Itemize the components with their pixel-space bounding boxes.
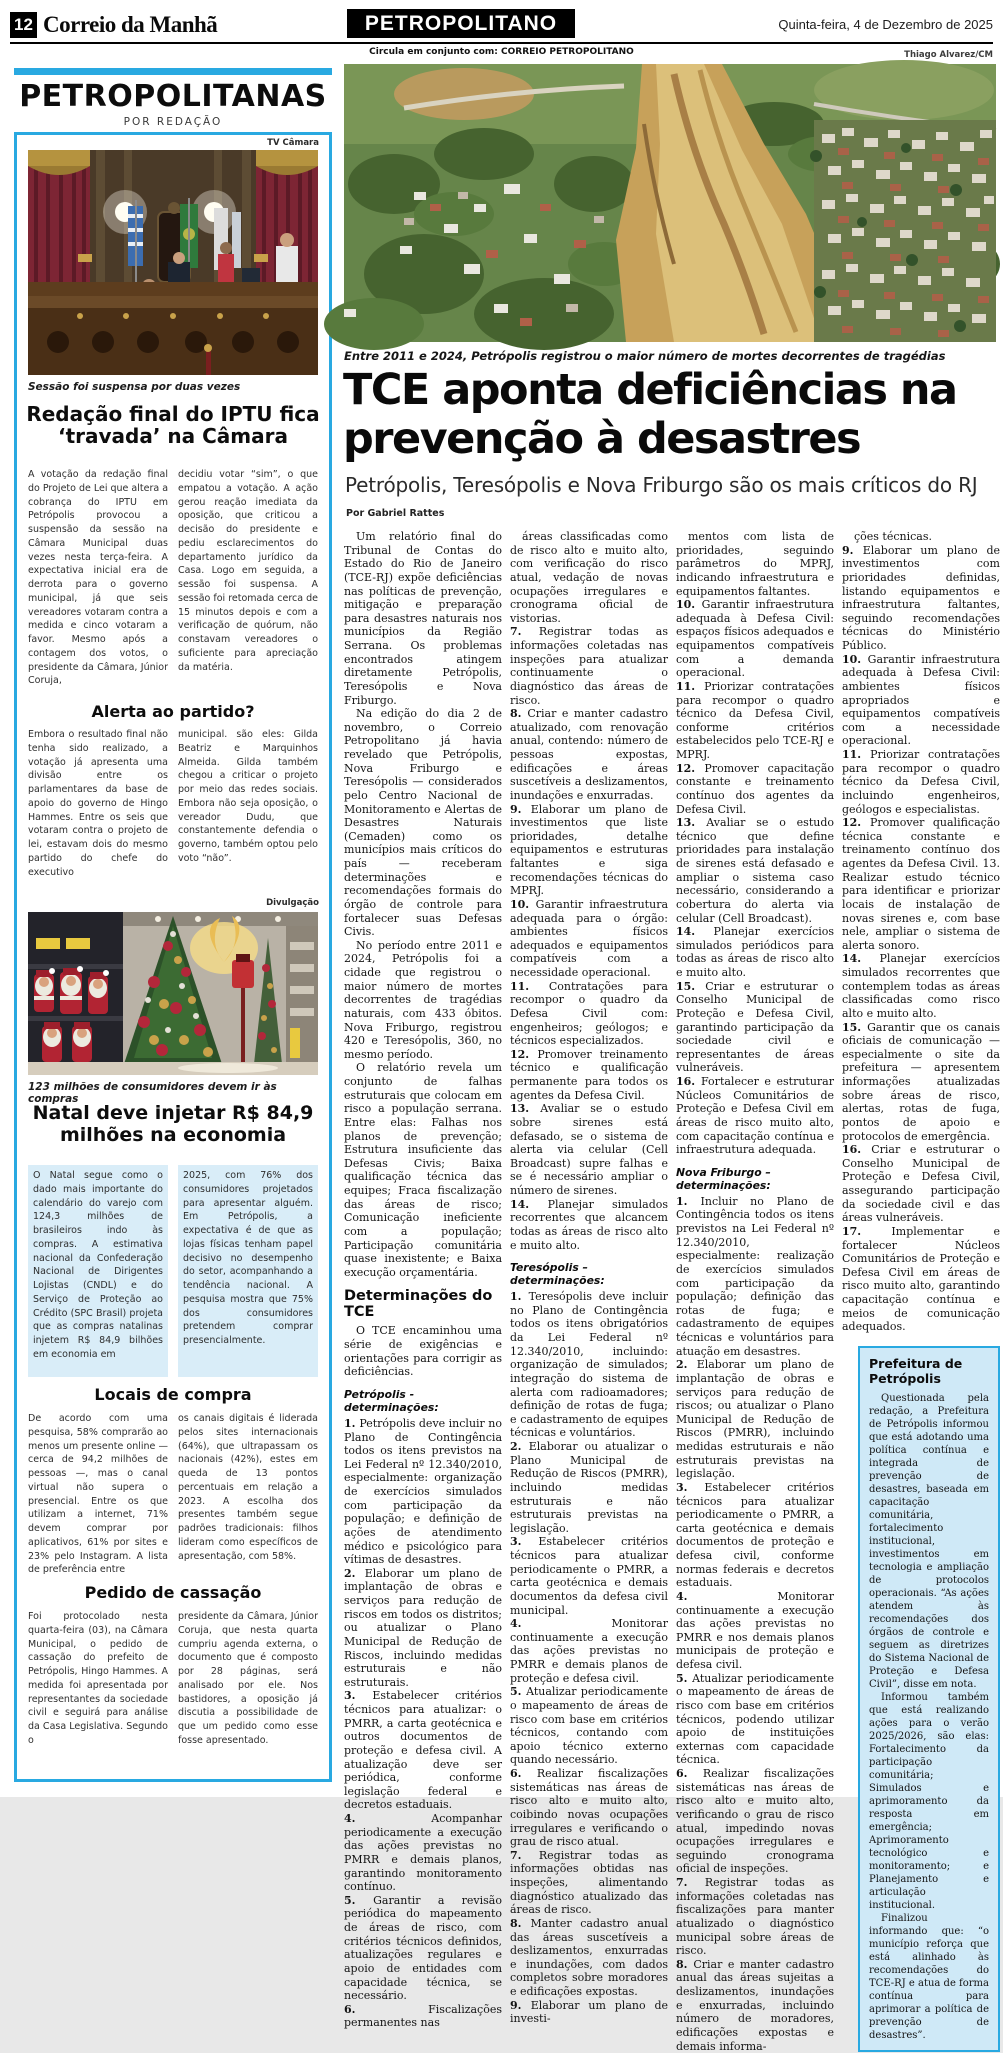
locais-body-col1: De acordo com uma pesquisa, 58% comprarão ao menos um presente online — cerca de 94,2 milhões de pessoas —, mas o canal virtual não supera o presencial. Entre os que utilizam a internet, 71% devem comprar por aplicativos, 61% por sites e 23% pelo Instagram. A lista de preferência entre [28, 1413, 168, 1576]
landslide-aerial-photo [344, 64, 996, 342]
natal-headline: Natal deve injetar R$ 84,9 milhões na economia [32, 1102, 314, 1146]
body-paragraph: 7. Registrar todas as informações obtidas nas inspeções, alimentando diagnóstico atualizado das áreas de risco. [510, 1848, 668, 1917]
infobox-paragraph: Informou também que está realizando ações para o verão 2025/2026, são elas: Fortalecimento da participação comunitária; Simulados e aprimoramento da resposta em emergência; Aprimoramento tecnológico e monitoramento; e Planejamento e articulação institucional. [869, 1691, 989, 1911]
body-paragraph: 6. Realizar fiscalizações sistemáticas nas áreas de risco alto e muito alto, verificando o grau de risco atual, impedindo novas ocupações irregulares e seguindo cronograma oficial de inspeções. [676, 1767, 834, 1876]
infobox-paragraph: Finalizou informando que: “o município reforça que está alinhado às recomendações do TCE-RJ e atua de forma contínua para aprimorar a política de prevenção de desastres”. [869, 1912, 990, 2041]
body-paragraph: O TCE encaminhou uma série de exigências e orientações para corrigir as deficiências. [344, 1324, 502, 1379]
city-subhead: Teresópolis – determinações: [510, 1261, 605, 1288]
body-paragraph: 3. Estabelecer critérios técnicos para atualizar periodicamente o PMRR, a carta geotécnica e demais documentos de proteção e defesa civil, conforme normas federais e decretos estaduais. [676, 1480, 834, 1590]
photo-credit-divulgacao: Divulgação [266, 898, 319, 908]
article-columns [344, 530, 1001, 2053]
body-paragraph: 8. Criar e manter cadastro anual das áreas sujeitas a deslizamentos, inundações e enxurradas, incluindo número de moradores, edificações expostas e demais informa- [676, 1957, 834, 2053]
body-paragraph: 1. Teresópolis deve incluir no Plano de Contingência todos os itens obrigatórios da Lei Federal nº 12.340/2010, incluindo: organização de simulados; integração do sistema de alerta com radioamadores; definição de rotas de fuga; e cadastramento de equipes técnicas e voluntários. [510, 1290, 668, 1440]
body-paragraph: áreas classificadas como de risco alto e muito alto, com verificação do risco atual, vedação de novas ocupações irregulares e cronograma oficial de vistorias. [510, 530, 668, 625]
body-paragraph: 8. Criar e manter cadastro atualizado, com renovação anual, contendo: número de pessoas expostas, edificações e áreas suscetíveis a deslizamentos, inundações e enxurradas. [510, 707, 668, 802]
body-paragraph: 12. Promover capacitação constante e treinamento contínuo dos agentes da Defesa Civil. [676, 761, 834, 816]
body-paragraph: 4. Acompanhar periodicamente a execução das ações previstas no PMRR e demais planos, garantindo monitoramento contínuo. [344, 1812, 502, 1894]
locais-body-col2: os canais digitais é liderada pelos sites internacionais (64%), que ultrapassam os nacionais (42%), estes em queda de 13 pontos percentuais em relação a 2023. A escolha dos presentes também segue padrões tradicionais: filhos lideram como específicos de apresentação, com 58%. [178, 1413, 318, 1562]
body-paragraph: mentos com lista de prioridades, seguindo parâmetros do MPRJ, indicando infraestrutura e equipamentos faltantes. [676, 530, 834, 598]
body-paragraph: 14. Planejar exercícios simulados recorrentes que contemplem todas as áreas classificadas como risco alto e muito alto. [842, 952, 1000, 1020]
infobox-paragraph: Questionada pela redação, a Prefeitura de Petrópolis informou que está adotando uma política contínua e integrada de prevenção de desastres, baseada em capacitação comunitária, fortalecimento institucional, investimentos em tecnologia e ampliação de protocolos operacionais. “As ações atendem às recomendações dos órgãos de controle e seguem as diretrizes do Sistema Nacional de Proteção e Defesa Civil”, disse em nota. [869, 1392, 989, 1690]
body-paragraph: 9. Elaborar um plano de investimentos que liste prioridades, detalhe equipamentos e estruturas faltantes e siga recomendações técnicas do MPRJ. [510, 802, 668, 898]
newspaper-logo: Correio da Manhã [43, 12, 218, 37]
body-paragraph: Um relatório final do Tribunal de Contas do Estado do Rio de Janeiro (TCE-RJ) expõe deficiências nas políticas de prevenção, mitigação e preparação para desastres naturais nos municípios da Região Serrana. Os problemas encontrados atingem diretamente Petrópolis, Teresópolis e Nova Friburgo. [344, 530, 502, 707]
article-column-4 [842, 530, 1001, 2041]
body-paragraph: 10. Garantir infraestrutura adequada à Defesa Civil: ambientes físicos apropriados e equipamentos compatíveis com a necessidade operacional. [842, 652, 1001, 748]
body-paragraph: 11. Priorizar contratações para recompor o quadro técnico da Defesa Civil, conforme critérios estabelecidos pelo TCE-RJ e MPRJ. [676, 679, 834, 761]
city-subhead: Nova Friburgo – determinações: [676, 1165, 771, 1192]
left-articles-box [14, 132, 332, 1782]
christmas-shop-photo [28, 912, 318, 1075]
left-section-byline: POR REDAÇÃO [123, 116, 223, 128]
body-paragraph: 11. Priorizar contratações para recompor o quadro técnico da Defesa Civil, incluindo engenheiros, geólogos e especialistas. [842, 748, 1000, 816]
left-section-accent-bar [14, 68, 332, 75]
cassacao-subhead: Pedido de cassação [84, 1583, 262, 1602]
city-subhead: Petrópolis - determinações: [344, 1387, 439, 1414]
body-paragraph: 11. Contratações para recompor o quadro da Defesa Civil com: engenheiros; geólogos; e técnicos especializados. [510, 979, 668, 1048]
iptu-headline: Redação final do IPTU fica ‘travada’ na Câmara [26, 402, 320, 449]
iptu-subhead: Alerta ao partido? [91, 702, 255, 721]
body-paragraph: 13. Avaliar se o estudo técnico que define prioridades para instalação de sirenes está defasado e ampliar o sistema caso necessário, considerando a cobertura do alerta via celular (Cell Broadcast). [676, 816, 834, 925]
natal-body [28, 1165, 318, 1377]
body-paragraph: 12. Promover treinamento técnico e qualificação permanente para todos os agentes da Defesa Civil. [510, 1047, 669, 1102]
photo-credit-main: Thiago Alvarez/CM [904, 50, 993, 60]
body-paragraph: 15. Garantir que os canais oficiais de comunicação — especialmente o site da prefeitura — apresentem informações atualizadas sobre áreas de risco, alertas, rotas de fuga, pontos de apoio e protocolos de emergência. [842, 1020, 1000, 1143]
body-paragraph: Na edição do dia 2 de novembro, o Correio Petropolitano já havia revelado que Petrópolis, Nova Friburgo e Teresópolis — considerados pelo Centro Nacional de Monitoramento e Alertas de Desastres Naturais (Cemaden) como os municípios mais críticos do país — receberam determinações e recomendações formais do órgão de controle para fortalecer suas Defesas Civis. [344, 707, 502, 939]
edition-date: Quinta-feira, 4 de Dezembro de 2025 [778, 17, 993, 32]
cassacao-body-col1: Foi protocolado nesta quarta-feira (03), na Câmara Municipal, o pedido de cassação do prefeito de Petrópolis, Hingo Hammes. A medida foi apresentada por representantes da sociedade civil e seguirá para análise da Casa Legislativa. Segundo o [28, 1611, 168, 1746]
body-paragraph: 14. Planejar exercícios simulados periódicos para todas as áreas de risco alto e muito alto. [676, 925, 834, 979]
body-paragraph: 7. Registrar todas as informações coletadas nas inspeções para atualizar continuamente o diagnóstico das áreas de risco. [510, 625, 668, 707]
iptu-body-col1: A votação da redação final do Projeto de Lei que altera a cobrança do IPTU em Petrópolis provocou a suspensão da sessão na Câmara Municipal duas vezes nesta terça-feira. A expectativa inicial era de derrota para o governo municipal, já que seis vereadores votaram contra a medida e cinco votaram a favor. Mesmo após a contagem dos votos, o presidente da Câmara, Júnior Coruja, [28, 469, 169, 687]
masthead-rule [10, 42, 993, 44]
article-column-1 [344, 530, 503, 2030]
body-paragraph: 8. Manter cadastro anual das áreas suscetíveis a deslizamentos, enxurradas e inundações, com dados completos sobre moradores e edificações expostas. [510, 1916, 668, 1998]
body-paragraph: 2. Elaborar um plano de implantação de obras e serviços para redução de riscos em todos os distritos; ou atualizar o Plano Municipal de Redução de Riscos, incluindo medidas estruturais e não estruturais. [344, 1566, 502, 1689]
body-paragraph: 10. Garantir infraestrutura adequada à Defesa Civil: espaços físicos adequados e equipamentos compatíveis com a demanda operacional. [676, 598, 835, 680]
iptu-subbody-col1: Embora o resultado final não tenha sido realizado, a votação já apresenta uma divisão entre os parlamentares da base de apoio do governo de Hingo Hammes. Entre os seis que votaram contra o projeto de lei, estavam dois do mesmo partido do chefe do executivo [28, 729, 168, 878]
body-paragraph: 5. Garantir a revisão periódica do mapeamento de áreas de risco, com critérios técnicos definidos, atualizações regulares e apoio de entidades com capacidade técnica, se necessário. [344, 1893, 502, 2003]
body-paragraph: 1. Petrópolis deve incluir no Plano de Contingência todos os itens previstos na Lei Federal nº 12.340/2010, especialmente: organização de exercícios simulados com participação da população; e definição de ações de atendimento médico e psicológico para vítimas de desastres. [344, 1416, 503, 1567]
article-column-3 [676, 530, 835, 2053]
iptu-body [28, 468, 318, 696]
main-byline: Por Gabriel Rattes [346, 508, 445, 519]
body-paragraph: 9. Elaborar um plano de investimentos com prioridades definidas, listando equipamentos e infraestrutura faltantes, seguindo recomendações técnicas do Ministério Público. [842, 543, 1000, 652]
iptu-photo-caption: Sessão foi suspensa por duas vezes [28, 381, 241, 393]
photo-credit-tv-camara: TV Câmara [267, 138, 319, 148]
body-paragraph: 4. Monitorar continuamente a execução das ações previstas no PMRR e nos demais planos municipais de proteção e defesa civil. [676, 1589, 834, 1671]
prefeitura-response-box [858, 1346, 1000, 2052]
locais-body [28, 1412, 318, 1577]
body-paragraph: 15. Criar e estruturar o Conselho Municipal de Proteção e Defesa Civil, garantindo participação da sociedade civil e representantes de áreas vulneráveis. [676, 979, 834, 1075]
body-paragraph: 17. Implementar e fortalecer Núcleos Comunitários de Proteção e Defesa Civil em áreas de risco muito alto, garantindo capacitação contínua e meios de comunicação adequados. [842, 1224, 1000, 1334]
body-paragraph: 14. Planejar simulados recorrentes que alcancem todas as áreas de risco alto e muito alto. [510, 1197, 669, 1252]
left-section-heading: PETROPOLITANAS [19, 79, 327, 114]
section-title-banner: PETROPOLITANO [347, 9, 575, 38]
natal-body-col2: 2025, com 76% dos consumidores projetados para apresentar alguém. Em Petrópolis, a expectativa é de que as lojas físicas tenham papel decisivo no desempenho do setor, acompanhando a tendência nacional. A pesquisa mostra que 75% dos consumidores pretendem comprar presencialmente. [178, 1165, 318, 1377]
body-paragraph: 5. Atualizar periodicamente o mapeamento de áreas de risco com base em critérios técnicos, contando com apoio técnico externo quando necessário. [510, 1685, 668, 1767]
cassacao-body [28, 1610, 318, 1776]
body-paragraph: No período entre 2011 e 2024, Petrópolis foi a cidade que registrou o maior número de mortes decorrentes de tragédias naturais, com 433 óbitos. Nova Friburgo, registrou 420 e Teresópolis, 360, no mesmo período. [344, 938, 502, 1061]
body-paragraph: 2. Elaborar um plano de implantação de obras e serviços para redução de riscos; ou atualizar o Plano Municipal de Redução de Riscos (PMRR), incluindo medidas estruturais e não estruturais previstas na legislação. [676, 1358, 834, 1481]
main-headline: TCE aponta deficiências na prevenção à desastres [343, 365, 957, 464]
body-paragraph: 6. Realizar fiscalizações sistemáticas nas áreas de risco alto e muito alto, coibindo novas ocupações irregulares e verificando o grau de risco atual. [510, 1767, 668, 1849]
body-paragraph: 7. Registrar todas as informações coletadas nas fiscalizações para manter atualizado o diagnóstico municipal sobre áreas de risco. [676, 1876, 834, 1958]
tce-section-heading: Determinações do TCE [344, 1288, 493, 1321]
main-subtitle: Petrópolis, Teresópolis e Nova Friburgo são os mais críticos do RJ [345, 473, 978, 497]
cassacao-body-col2: presidente da Câmara, Júnior Coruja, que nesta quarta cumpriu agenda externa, o documento que é composto por 28 páginas, será analisado por ele. Nos bastidores, a oposição já discutia a possibilidade de que um pedido como esse fosse apresentado. [178, 1611, 318, 1746]
iptu-body-col2: decidiu votar “sim”, o que empatou a votação. A ação gerou reação imediata da oposição, que criticou a decisão do presidente e pediu esclarecimentos do departamento jurídico da Casa. Logo em seguida, a sessão foi suspensa. A sessão foi retomada cerca de 15 minutos depois e com a verificação de quórum, não constavam vereadores o suficiente para apreciação da matéria. [178, 469, 318, 673]
body-paragraph: 12. Promover qualificação técnica constante e treinamento contínuo dos agentes da Defesa Civil. 13. Realizar estudo técnico para identificar e priorizar locais de instalação de novas sirenes e, com base nele, ampliar o sistema de alerta sonoro. [842, 816, 1000, 952]
article-column-2 [510, 530, 669, 2026]
body-paragraph: 3. Estabelecer critérios técnicos para atualizar: o PMRR, a carta geotécnica e outros documentos de proteção e defesa civil. A atualização deve ser periódica, conforme legislação federal e decretos estaduais. [344, 1689, 502, 1812]
main-photo-caption: Entre 2011 e 2024, Petrópolis registrou o maior número de mortes decorrentes de tragédias [344, 349, 946, 363]
natal-photo-caption: 123 milhões de consumidores devem ir às compras [28, 1081, 277, 1105]
body-paragraph: 16. Fortalecer e estruturar Núcleos Comunitários de Proteção e Defesa Civil em áreas de risco muito alto, com capacitação contínua e infraestrutura adequada. [676, 1075, 834, 1157]
locais-subhead: Locais de compra [94, 1385, 252, 1404]
circulation-note: Circula em conjunto com: CORREIO PETROPOLITANO [369, 47, 634, 57]
body-paragraph: 10. Garantir infraestrutura adequada para o órgão: ambientes físicos adequados e equipamentos compatíveis com a necessidade operacional. [510, 897, 669, 979]
body-paragraph: 13. Avaliar se o estudo sobre sirenes está defasado, se o sistema de alerta via celular (Cell Broadcast) supre falhas e se é necessário ampliar o número de sirenes. [510, 1102, 668, 1197]
body-paragraph: 1. Incluir no Plano de Contingência todos os itens previstos na Lei Federal nº 12.340/2010, especialmente: realização de exercícios simulados com participação da população; definição das rotas de fuga; e cadastramento de equipes técnicas e voluntários para atuação em desastres. [676, 1194, 834, 1358]
body-paragraph: O relatório revela um conjunto de falhas estruturais que colocam em risco a população serrana. Entre elas: Falhas nos planos de prevenção; Estrutura insuficiente das Defesas Civis; Baixa qualificação técnica das equipes; Fraca fiscalização das áreas de risco; Comunicação ineficiente com a população; Participação comunitária quase inexistente; e Baixa execução orçamentária. [344, 1061, 502, 1279]
iptu-subbody-col2: municipal. são eles: Gilda Beatriz e Marquinhos Almeida. Gilda também chegou a criticar o projeto por meio das redes sociais. Embora não seja oposição, o vereador Dudu, que constantemente defendia o governo, também optou pelo voto “não”. [178, 729, 318, 864]
body-paragraph: 2. Elaborar ou atualizar o Plano Municipal de Redução de Riscos (PMRR), incluindo medidas estruturais e não estruturais previstas na legislação. [510, 1440, 668, 1535]
natal-body-col1: O Natal segue como o dado mais importante do calendário do varejo com 124,3 milhões de brasileiros indo às compras. A estimativa nacional da Confederação Nacional de Dirigentes Lojistas (CNDL) e do Serviço de Proteção ao Crédito (SPC Brasil) projeta que as compras natalinas injetem R$ 84,9 bilhões em economia em [28, 1165, 168, 1377]
infobox-title: Prefeitura de Petrópolis [869, 1355, 963, 1386]
body-paragraph: 16. Criar e estruturar o Conselho Municipal de Proteção e Defesa Civil, assegurando participação da sociedade civil e das áreas vulneráveis. [842, 1143, 1000, 1225]
council-chamber-photo [28, 150, 318, 375]
body-paragraph: 3. Estabelecer critérios técnicos para atualizar periodicamente o PMRR, a carta geotécnica e demais documentos da defesa civil municipal. [510, 1535, 668, 1617]
body-paragraph: 5. Atualizar periodicamente o mapeamento de áreas de risco com base em critérios técnicos, podendo utilizar apoio de instituições externas com capacidade técnica. [676, 1671, 834, 1767]
body-paragraph: 4. Monitorar continuamente a execução das ações previstas no PMRR e demais planos de proteção e defesa civil. [510, 1617, 668, 1685]
body-paragraph: 9. Elaborar um plano de investi- [510, 1998, 668, 2026]
iptu-subbody [28, 728, 318, 896]
page-number: 12 [10, 12, 37, 38]
body-paragraph: 6. Fiscalizações permanentes nas [344, 2002, 502, 2030]
body-paragraph: ções técnicas. [854, 530, 932, 543]
